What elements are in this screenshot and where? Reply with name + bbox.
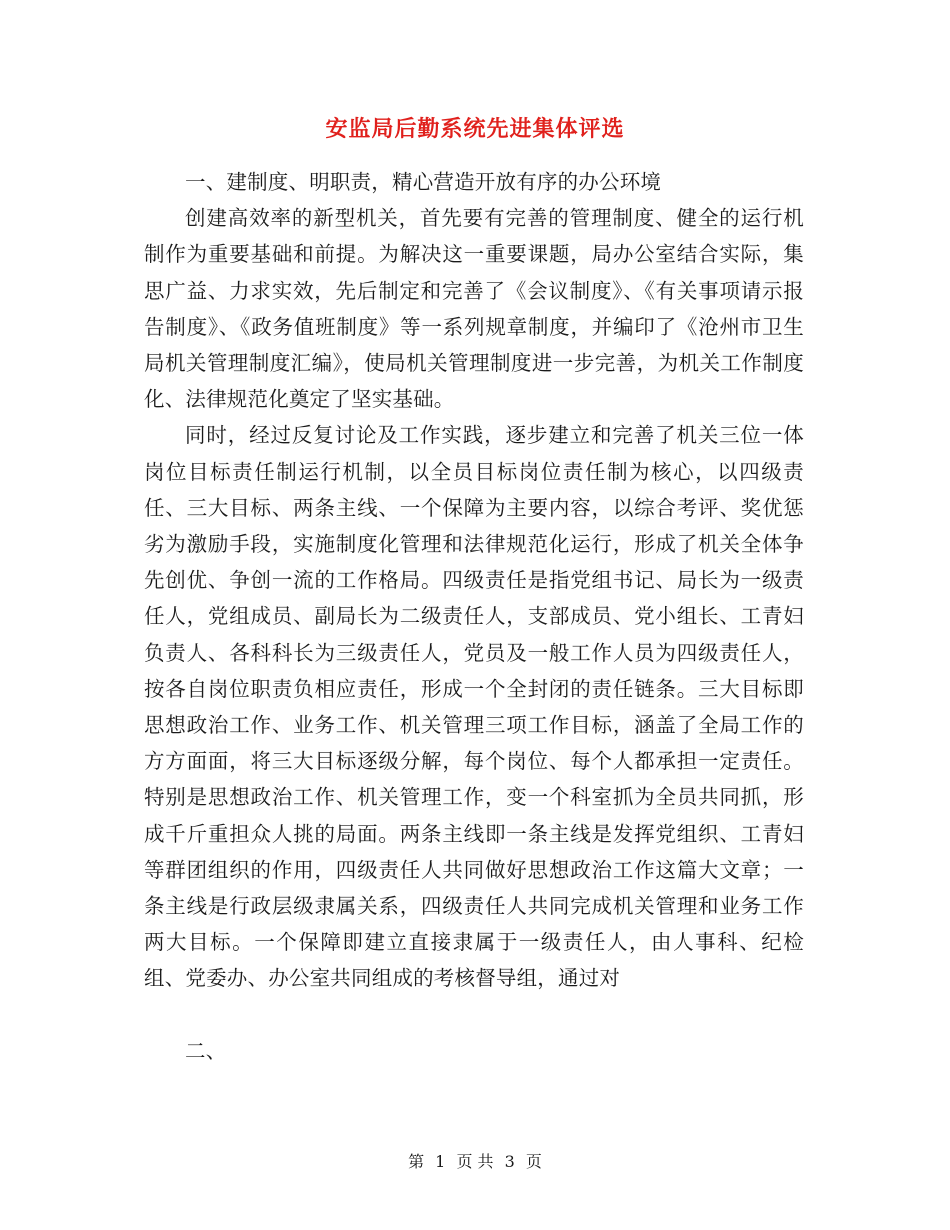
paragraph-2: 同时，经过反复讨论及工作实践，逐步建立和完善了机关三位一体岗位目标责任制运行机制，以全员目标岗位责任制为核心，以四级责任、三大目标、两条主线、一个保障为主要内容，以综合考评、奖优惩劣为激励手段，实施制度化管理和法律规范化运行，形成了机关全体争先创优、争创一流的工作格局。四级责任是指党组书记、局长为一级责任人，党组成员、副局长为二级责任人，支部成员、党小组长、工青妇负责人、各科科长为三级责任人，党员及一般工作人员为四级责任人，按各自岗位职责负相应责任，形成一个全封闭的责任链条。三大目标即思想政治工作、业务工作、机关管理三项工作目标，涵盖了全局工作的方方面面，将三大目标逐级分解，每个岗位、每个人都承担一定责任。特别是思想政治工作、机关管理工作，变一个科室抓为全员共同抓，形成千斤重担众人挑的局面。两条主线即一条主线是发挥党组织、工青妇等群团组织的作用，四级责任人共同做好思想政治工作这篇大文章；一条主线是行政层级隶属关系，四级责任人共同完成机关管理和业务工作两大目标。一个保障即建立直接隶属于一级责任人，由人事科、纪检组、党委办、办公室共同组成的考核督导组，通过对 <box>144 423 804 991</box>
footer-prefix: 第 <box>408 1152 425 1171</box>
footer-total-pages: 3 <box>504 1152 515 1171</box>
page-footer <box>0 1150 950 1174</box>
document-title: 安监局后勤系统先进集体评选 <box>325 116 625 142</box>
footer-middle: 页 共 <box>456 1152 494 1171</box>
footer-suffix: 页 <box>525 1152 542 1171</box>
footer-current-page: 1 <box>435 1152 446 1171</box>
section-heading-2: 二、 <box>185 1038 227 1063</box>
paragraph-1: 创建高效率的新型机关，首先要有完善的管理制度、健全的运行机制作为重要基础和前提。为解决这一重要课题，局办公室结合实际，集思广益、力求实效，先后制定和完善了《会议制度》、《有关事项请示报告制度》、《政务值班制度》等一系列规章制度，并编印了《沧州市卫生局机关管理制度汇编》，使局机关管理制度进一步完善，为机关工作制度化、法律规范化奠定了坚实基础。 <box>144 206 804 412</box>
section-heading-1: 一、建制度、明职责，精心营造开放有序的办公环境 <box>185 170 662 194</box>
document-body <box>144 164 804 1069</box>
